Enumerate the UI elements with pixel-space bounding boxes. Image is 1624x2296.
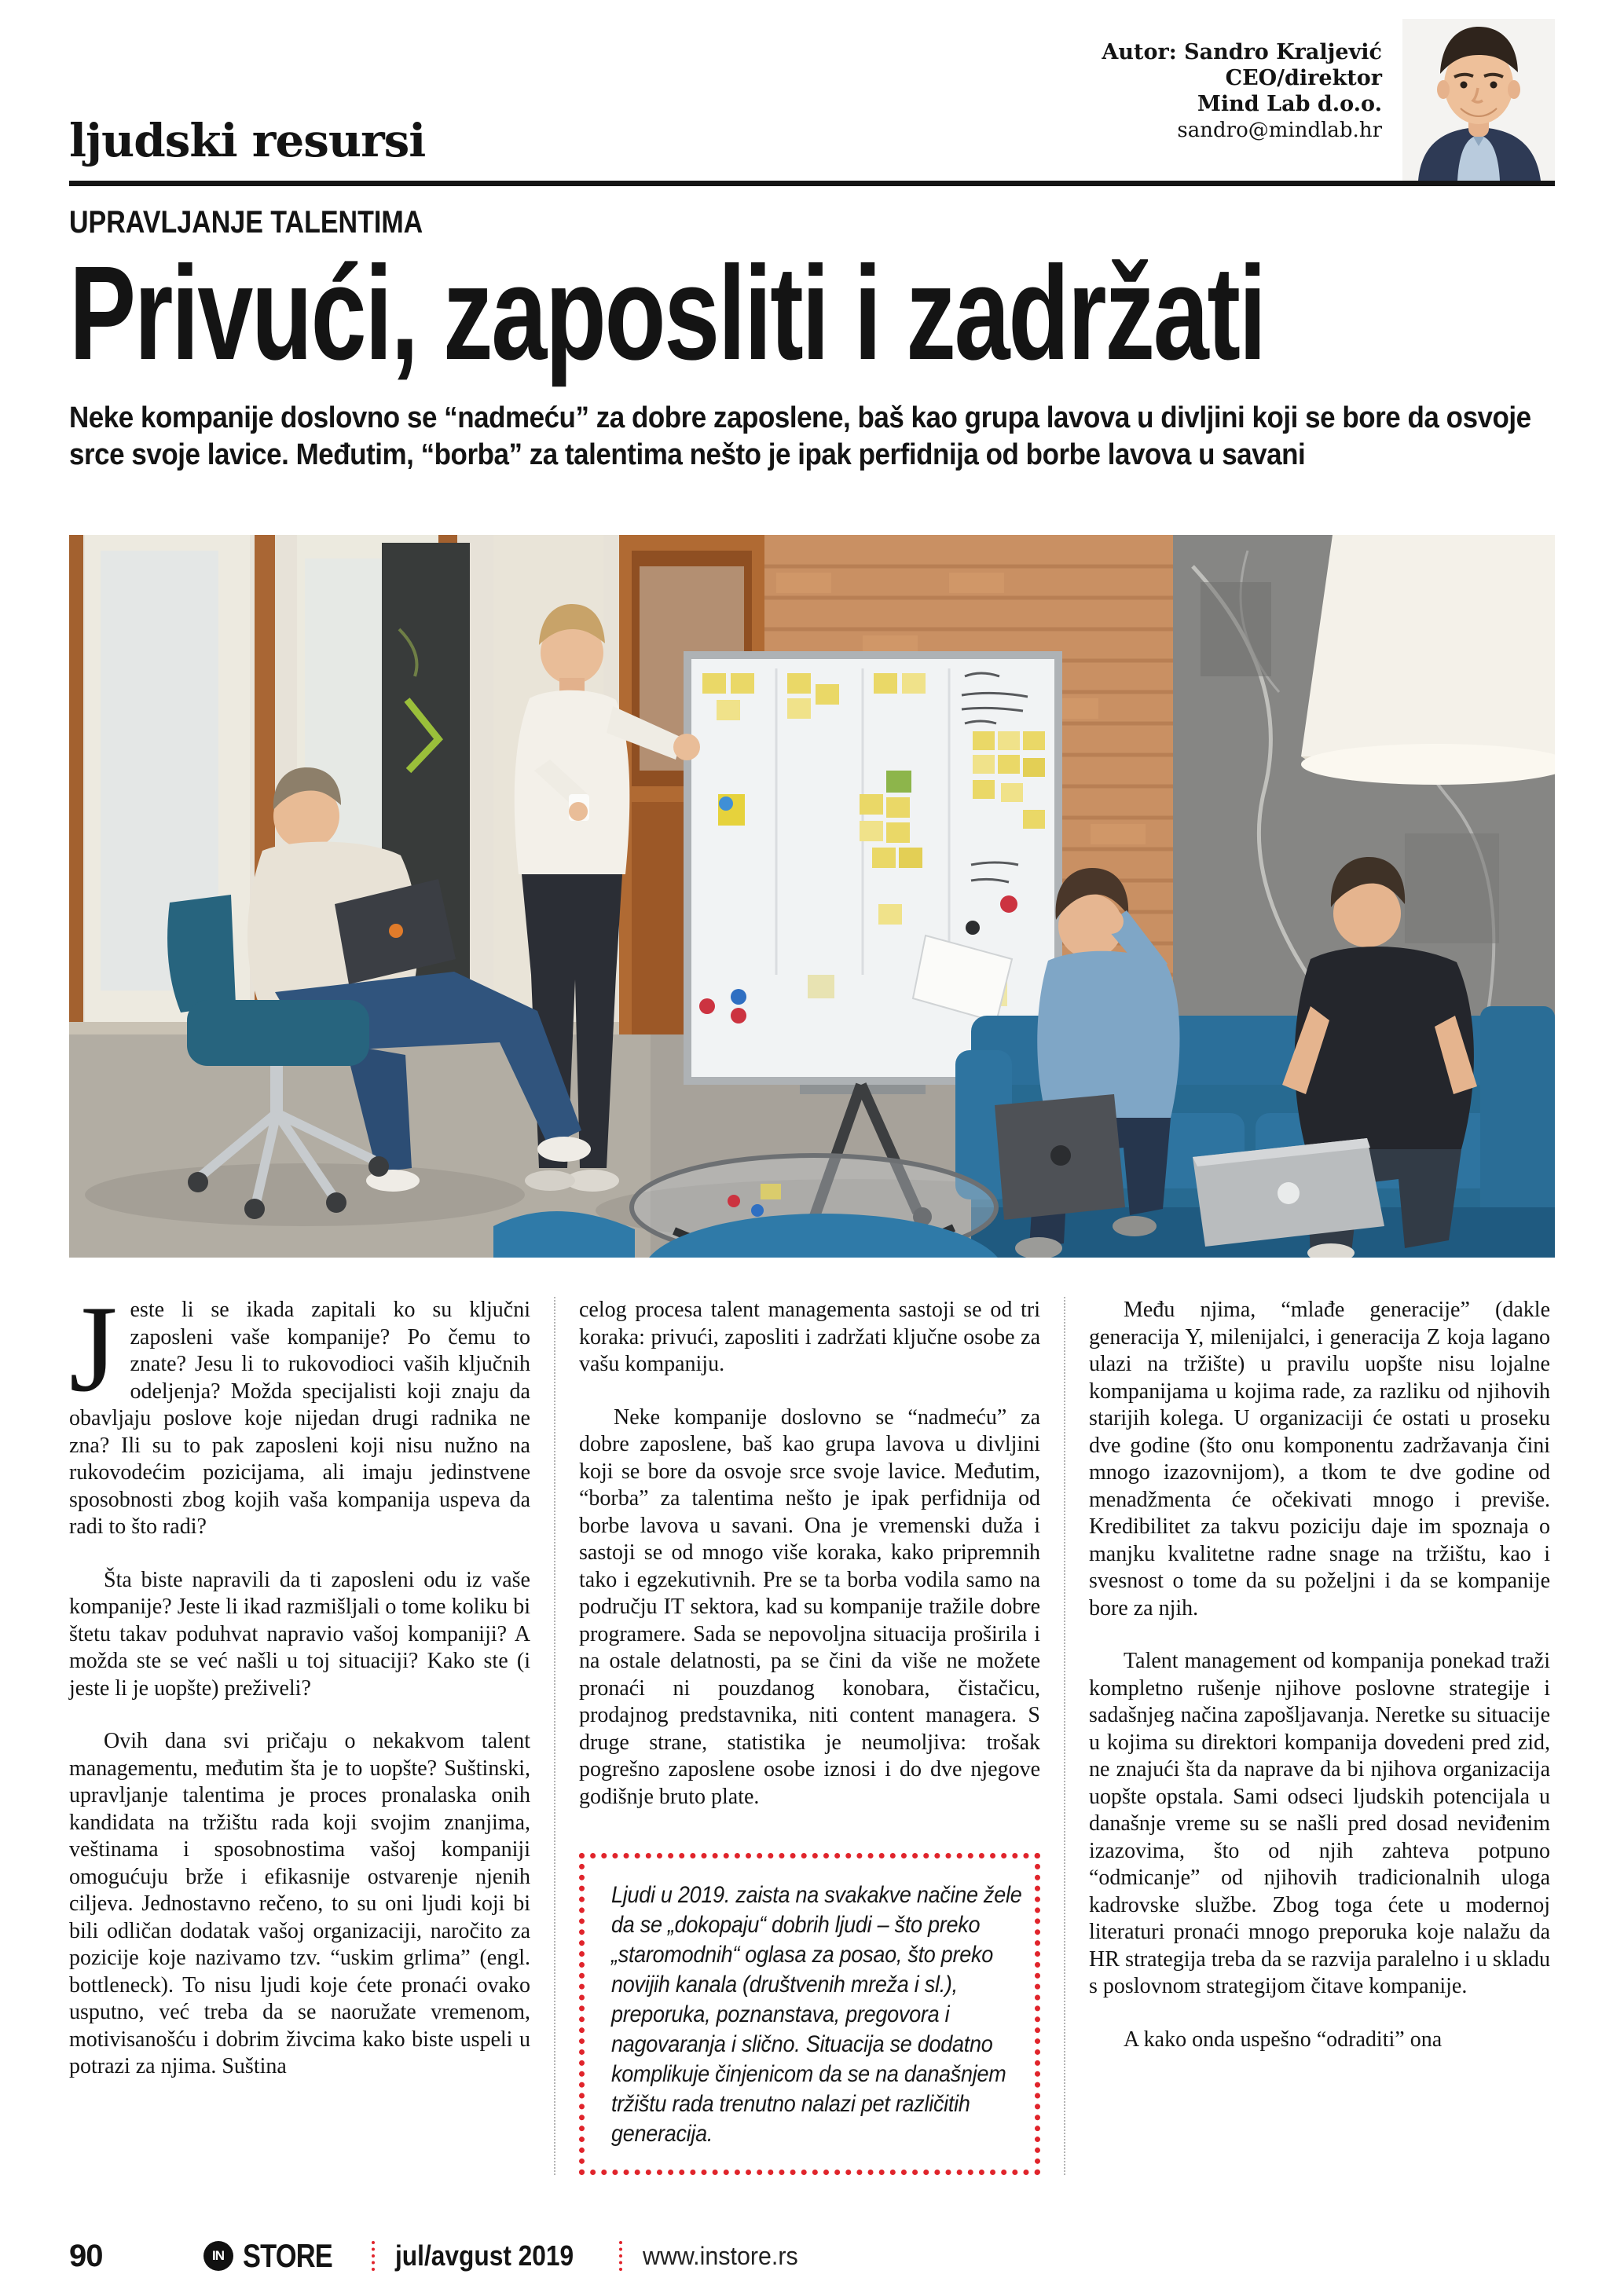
pull-quote-box xyxy=(579,1853,1040,2175)
header-rule xyxy=(69,181,1555,186)
footer-separator xyxy=(372,2241,375,2271)
drop-cap: J xyxy=(69,1280,118,1418)
paragraph: Među njima, “mlađe generacije” (dakle generacija Y, milenijalci, i generacija Z koja lagano ulazi na tržište) u pravilu uopšte nisu lojalne kompanijama u kojima rade, za razliku od njihovih starijih kolega. U organizaciji će ostati u proseku dve godine (što onu komponentu zadržavanja čini mnogo izazovnijom), a tkom te dve godine od menadžmenta će očekivati mnogo i previše. Kredibilitet za takvu poziciju daje im spoznaja o manjku kvalitetne radne snage na tržištu, kao i svesnost o tome da su poželjni i da se kompanije bore za njih. xyxy=(1089,1298,1550,1620)
paragraph: Šta biste napravili da ti zaposleni odu iz vaše kompanije? Jeste li ikad razmišljali o tome koliku bi štetu takav poduhvat napravio vašoj kompaniji? A možda ste se već našli u toj situaciji? Kako ste (i jeste li je uopšte) preživeli? xyxy=(69,1567,530,1701)
brand-store-label: STORE xyxy=(242,2237,332,2274)
page-footer xyxy=(69,2236,1555,2276)
paragraph: Talent management od kompanija ponekad traži kompletno rušenje njihove poslovne strategije i sadašnjeg načina zapošljavanja. Neretke su situacije u kojima su direktori kompanija dovedeni pred zid, ne znajući šta da naprave da bi njihova organizacija uopšte opstala. Sami odseci ljudskih potencijala u današnje vreme su se našli pred dosad neviđenim izazovima, što od njih zahteva potpuno “odmicanje” od njihovih tradicionalnih uloga kadrovske službe. Zbog toga ćete u modernoj literaturi pronaći mnogo preporuka koje nalažu da HR strategija treba da se razvija paralelno i u skladu s poslovnom strategijom čitave kompanije. xyxy=(1089,1649,1550,1998)
pendant-lamp xyxy=(1301,535,1555,785)
column-1 xyxy=(69,1280,554,2175)
author-company: Mind Lab d.o.o. xyxy=(1197,92,1382,116)
footer-separator xyxy=(619,2241,622,2271)
column-2 xyxy=(554,1297,1064,2175)
paragraph: A kako onda uspešno “odraditi” ona xyxy=(1124,2027,1443,2052)
author-role: CEO/direktor xyxy=(1225,66,1382,90)
article-intro: Neke kompanije doslovno se “nadmeću” za dobre zaposlene, baš kao grupa lavova u divljini koji se bore da osvoje srce svoje lavice. Međutim, “borba” za talentima nešto je ipak perfidnija od borbe lavova u savani xyxy=(69,401,1531,471)
page-header xyxy=(69,14,1555,181)
author-name: Autor: Sandro Kraljević xyxy=(1102,40,1382,64)
column-3 xyxy=(1064,1297,1550,2175)
paragraph: celog procesa talent managementa sastoji se od tri koraka: privući, zaposliti i zadržati ključne osobe za vašu kompaniju. xyxy=(579,1298,1040,1376)
author-photo xyxy=(1402,19,1555,181)
paragraph: Neke kompanije doslovno se “nadmeću” za dobre zaposlene, baš kao grupa lavova u divljini koji se bore da osvoje srce svoje lavice. Međutim, “borba” za talentima nešto je ipak perfidnija od borbe lavova u savani. Ona je vremenski duža i sastoji se od mnogo više koraka, kako pripremnih tako i egzekutivnih. Pre se ta borba vodila samo na području IT sektora, kad su kompanije tražile dobre programere. Sada se nepovoljna situacija proširila i na ostale delatnosti, pa se čini da više ne možete pronaći ni pouzdanog konobara, čistačicu, prodajnog predstavnika, niti content managera. S druge strane, statistika je neumoljiva: trošak pogrešno zaposlene osobe iznosi i do dve njegove godišnje bruto plate. xyxy=(579,1404,1040,1809)
paragraph: Jeste li se ikada zapitali ko su ključni zaposleni vaše kompanije? Po čemu to znate? Jesu li to rukovodioci vaših ključnih odeljenja? Možda specijalisti koji znaju da obavljaju poslove koje nijedan drugi radnika ne zna? Ili su to pak zaposleni koji nisu nužno na rukovodećim pozicijama, ali imaju jedinstvene sposobnosti zbog kojih vaša kompanija uspeva da radi to što radi? xyxy=(69,1280,530,1539)
author-email: sandro@mindlab.hr xyxy=(1177,119,1382,142)
section-title: ljudski resursi xyxy=(69,114,426,167)
page-number: 90 xyxy=(69,2238,103,2273)
issue-date: jul/avgust 2019 xyxy=(395,2239,574,2272)
paragraph: Ovih dana svi pričaju o nekakvom talent managementu, međutim šta je to uopšte? Suštinski, upravljanje talentima je proces pronalaska onih kandidata na tržištu rada koji svojim znanjima, veštinama i sposobnostima vašoj kompaniji omogućuju brže i efikasnije ostvarenje njenih ciljeva. Jednostavno rečeno, to su oni ljudi koji bi bili odličan dodatak vašoj organizaciji, naročito za pozicije koje nazivamo tzv. “uskim grlima” (engl. bottleneck). To nisu ljudi koje ćete pronaći ovako usputno, već treba da se naoružate vremenom, motivisanošću i dobrim živcima kako biste uspeli u potrazi za njima. Suština xyxy=(69,1729,530,2078)
article-headline: Privući, zaposliti i zadržati xyxy=(69,239,1265,388)
magazine-brand xyxy=(203,2237,806,2275)
instore-logo-icon: IN xyxy=(203,2241,233,2271)
article-kicker: UPRAVLJANJE TALENTIMA xyxy=(69,205,423,240)
author-block xyxy=(1102,19,1555,181)
website-link[interactable]: www.instore.rs xyxy=(642,2241,798,2270)
pull-quote-text: Ljudi u 2019. zaista na svakakve načine žele da se „dokopaju“ dobrih ljudi – što preko „staromodnih“ oglasa za posao, što preko novijih kanala (društvenih mreža i sl.), preporuka, poznanstava, pregovora i nagovaranja i slično. Situacija se dodatno komplikuje činjenicom da se na današnjem tržištu rada trenutno nalazi pet različitih generacija. xyxy=(611,1882,1022,2147)
article-body xyxy=(69,1280,1555,2175)
office-meeting-photo xyxy=(69,535,1555,1258)
